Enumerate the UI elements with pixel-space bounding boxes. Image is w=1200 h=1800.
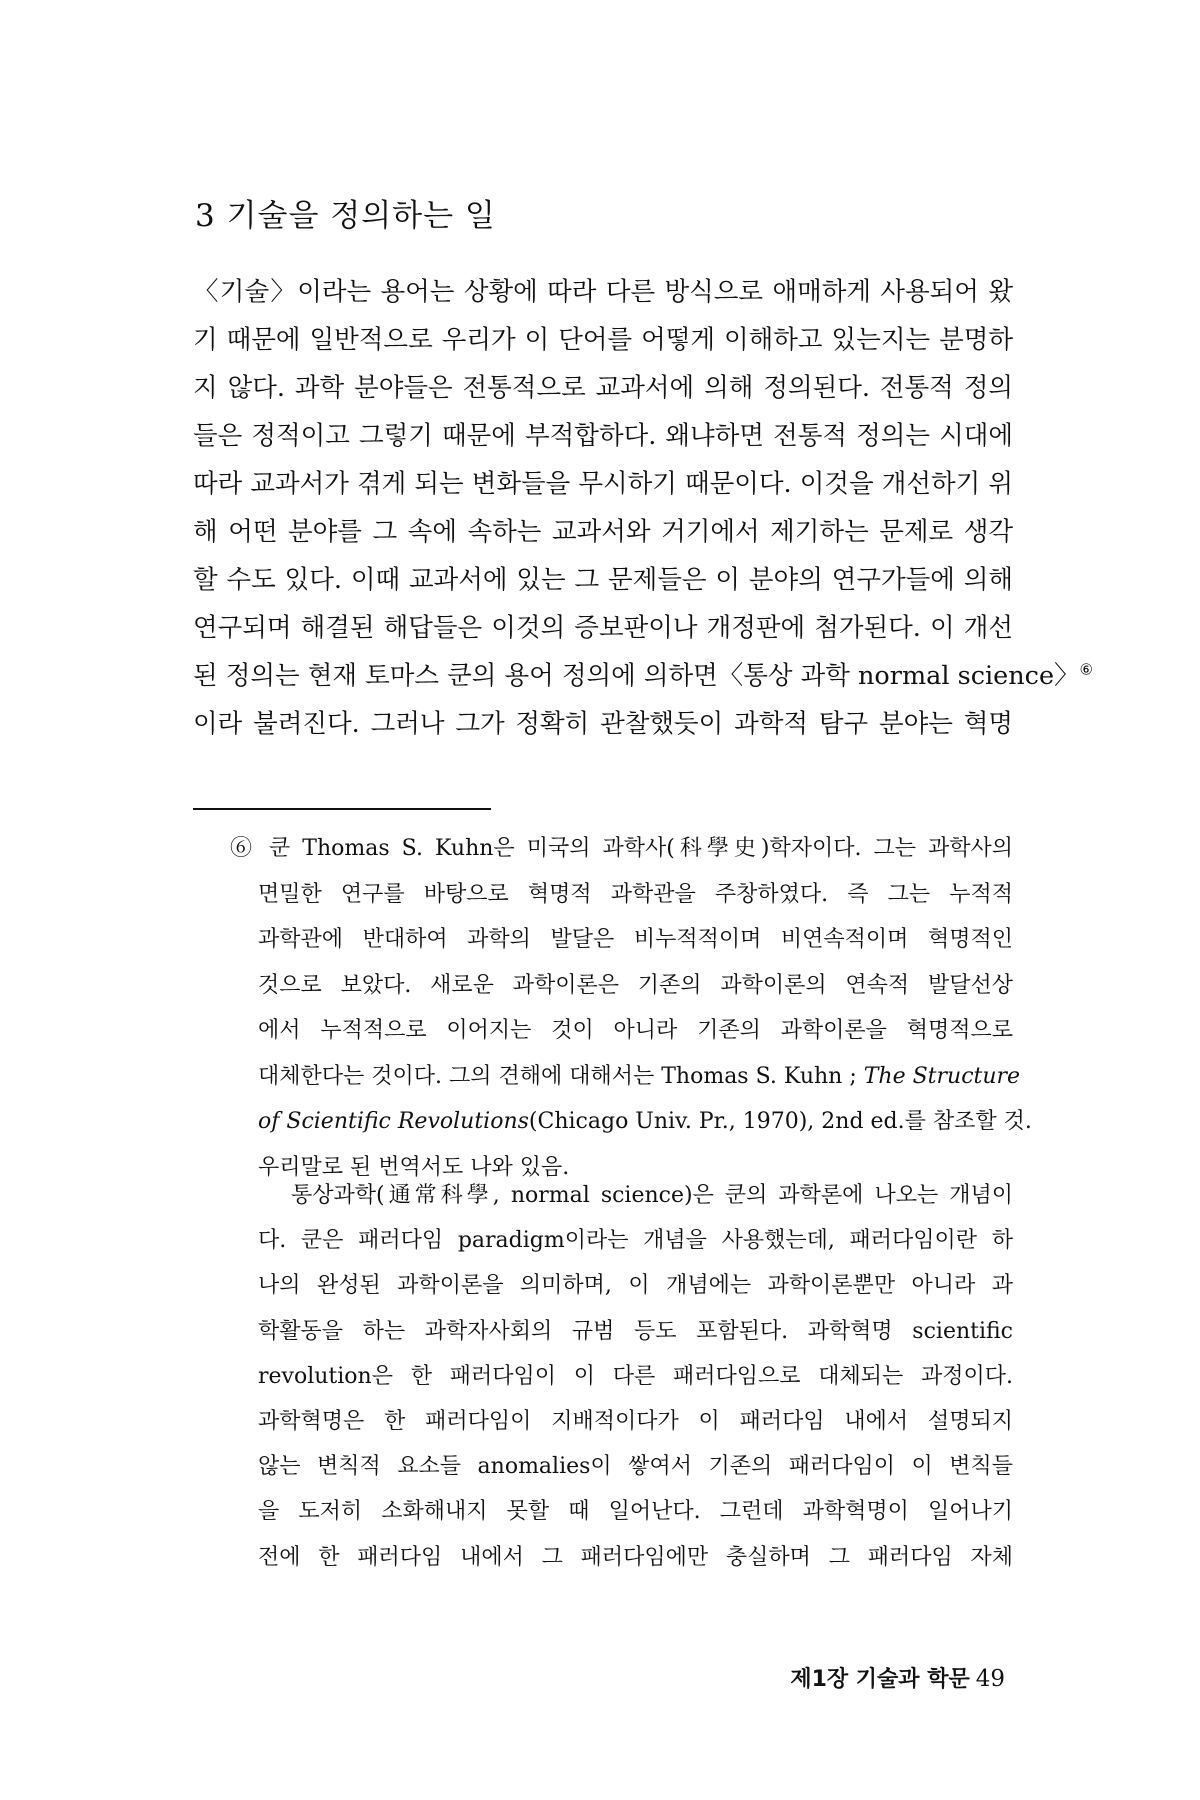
section-heading xyxy=(195,190,496,235)
footnote-line-text: 쿤 Thomas S. Kuhn은 미국의 과학사(科學史)학자이다. 그는 과학사의 xyxy=(269,836,1013,861)
normal-science-note xyxy=(258,1173,1013,1580)
footnote-line: 것으로 보았다. 새로운 과학이론은 기존의 과학이론의 연속적 발달선상 xyxy=(258,972,1013,998)
footnote-reference: ⑥ xyxy=(1079,660,1093,679)
chapter-label: 제1장 기술과 학문 xyxy=(790,1667,970,1692)
footnote xyxy=(230,826,1032,1190)
main-line: 연구되며 해결된 해답들은 이것의 증보판이나 개정판에 첨가된다. 이 개선 xyxy=(193,613,1013,643)
page-number: 49 xyxy=(975,1666,1005,1692)
main-line-text: 된 정의는 현재 토마스 쿤의 용어 정의에 의하면〈통상 과학 normal science〉 xyxy=(193,661,1080,691)
note-line: 을 도저히 소화해내지 못할 때 일어난다. 그런데 과학혁명이 일어나기 xyxy=(258,1499,1013,1525)
footnote-line: 면밀한 연구를 바탕으로 혁명적 과학관을 주창하였다. 즉 그는 누적적 xyxy=(258,881,1013,907)
section-title-text: 기술을 정의하는 일 xyxy=(226,198,496,234)
main-line: 지 않다. 과학 분야들은 전통적으로 교과서에 의해 정의된다. 전통적 정의 xyxy=(193,373,1013,403)
main-line: 따라 교과서가 겪게 되는 변화들을 무시하기 때문이다. 이것을 개선하기 위 xyxy=(193,469,1014,499)
footnote-line xyxy=(258,1099,1032,1145)
note-line: 학활동을 하는 과학자사회의 규범 등도 포함된다. 과학혁명 scientific xyxy=(258,1318,1013,1344)
page-footer xyxy=(790,1662,1005,1693)
footnote-line: 에서 누적적으로 이어지는 것이 아니라 기존의 과학이론을 혁명적으로 xyxy=(258,1018,1013,1043)
main-line: 할 수도 있다. 이때 교과서에 있는 그 문제들은 이 분야의 연구가들에 의해 xyxy=(193,565,1013,595)
note-line: 통상과학(通常科學, normal science)은 쿤의 과학론에 나오는 개념이 xyxy=(291,1183,1013,1208)
footnote-line: 우리말로 된 번역서도 나와 있음. xyxy=(258,1154,570,1180)
main-line: 〈기술〉이라는 용어는 상황에 따라 다른 방식으로 애매하게 사용되어 왔 xyxy=(193,277,1013,307)
note-line: 전에 한 패러다임 내에서 그 패러다임에만 충실하며 그 패러다임 자체 xyxy=(258,1544,1013,1570)
main-line: 이라 불려진다. 그러나 그가 정확히 관찰했듯이 과학적 탐구 분야는 혁명 xyxy=(193,709,1013,739)
footnote-marker: ⑥ xyxy=(230,836,258,861)
footnote-line: 과학관에 반대하여 과학의 발달은 비누적적이며 비연속적이며 혁명적인 xyxy=(258,927,1013,952)
section-number: 3 xyxy=(195,198,216,234)
note-line: 나의 완성된 과학이론을 의미하며, 이 개념에는 과학이론뿐만 아니라 과 xyxy=(258,1273,1013,1299)
footnote-line-text: 대체한다는 것이다. 그의 견해에 대해서는 Thomas S. Kuhn ; xyxy=(258,1063,857,1089)
main-line: 해 어떤 분야를 그 속에 속하는 교과서와 거기에서 제기하는 문제로 생각 xyxy=(193,517,1013,547)
note-line: 다. 쿤은 패러다임 paradigm이라는 개념을 사용했는데, 패러다임이란 하 xyxy=(258,1228,1013,1254)
footnote-line xyxy=(230,826,1013,872)
main-line: 기 때문에 일반적으로 우리가 이 단어를 어떻게 이해하고 있는지는 분명하 xyxy=(193,325,1013,355)
note-line: revolution은 한 패러다임이 이 다른 패러다임으로 대체되는 과정이다. xyxy=(258,1363,1013,1389)
footnote-line-text: (Chicago Univ. Pr., 1970), 2nd ed.를 참조할 것. xyxy=(528,1109,1032,1134)
footnote-divider xyxy=(193,808,491,810)
book-title-part-2: of Scientific Revolutions xyxy=(258,1109,529,1134)
book-title-part-1: The Structure xyxy=(863,1063,1021,1089)
main-paragraph xyxy=(193,268,1093,748)
footnote-line xyxy=(258,1054,1021,1100)
main-line: 들은 정적이고 그렇기 때문에 부적합하다. 왜냐하면 전통적 정의는 시대에 xyxy=(193,421,1013,451)
note-line: 과학혁명은 한 패러다임이 지배적이다가 이 패러다임 내에서 설명되지 xyxy=(258,1408,1013,1434)
main-line-with-footnote xyxy=(193,652,1093,700)
note-line: 않는 변칙적 요소들 anomalies이 쌓여서 기존의 패러다임이 이 변칙들 xyxy=(258,1454,1013,1480)
